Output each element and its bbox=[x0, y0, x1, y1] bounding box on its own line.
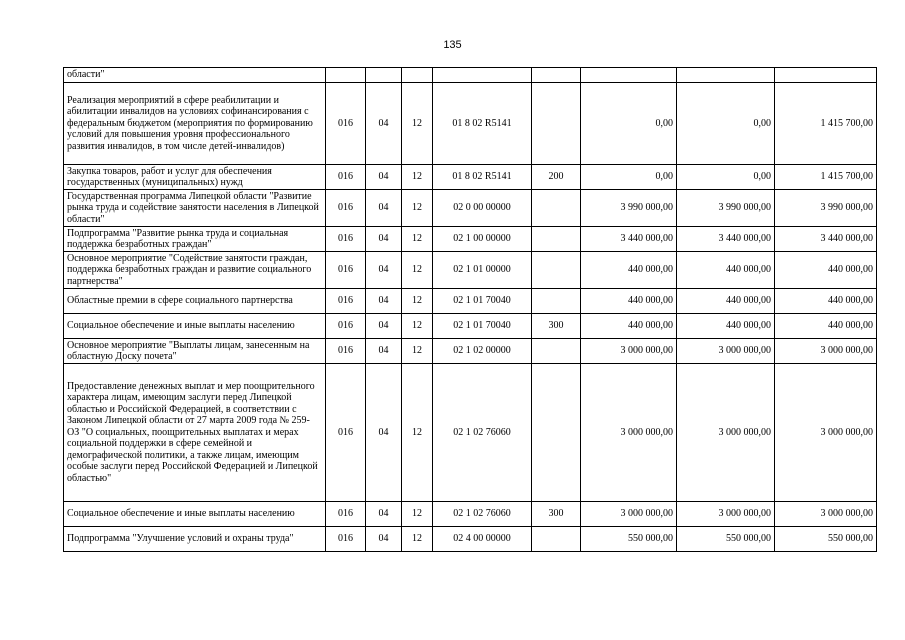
amount-cell-1: 440 000,00 bbox=[581, 314, 677, 339]
amount-cell-3: 1 415 700,00 bbox=[775, 83, 877, 165]
section-code-cell: 04 bbox=[366, 83, 402, 165]
amount-cell-1: 3 000 000,00 bbox=[581, 502, 677, 527]
amount-cell-1: 0,00 bbox=[581, 83, 677, 165]
amount-cell-1: 0,00 bbox=[581, 165, 677, 190]
target-article-cell: 02 1 02 76060 bbox=[433, 364, 532, 502]
admin-code-cell bbox=[326, 68, 366, 83]
table-row bbox=[64, 252, 877, 289]
row-name-cell: Подпрограмма "Развитие рынка труда и социальная поддержка безработных граждан" bbox=[64, 227, 326, 252]
amount-cell-3: 3 990 000,00 bbox=[775, 190, 877, 227]
section-code-cell: 04 bbox=[366, 364, 402, 502]
amount-cell-1 bbox=[581, 68, 677, 83]
amount-cell-3: 550 000,00 bbox=[775, 527, 877, 552]
row-name-cell: Закупка товаров, работ и услуг для обеспечения государственных (муниципальных) нужд bbox=[64, 165, 326, 190]
amount-cell-2 bbox=[677, 68, 775, 83]
amount-cell-1: 3 990 000,00 bbox=[581, 190, 677, 227]
table-row bbox=[64, 527, 877, 552]
expense-type-cell bbox=[532, 339, 581, 364]
amount-cell-1: 440 000,00 bbox=[581, 289, 677, 314]
amount-cell-1: 3 000 000,00 bbox=[581, 339, 677, 364]
target-article-cell: 02 1 01 70040 bbox=[433, 314, 532, 339]
amount-cell-2: 0,00 bbox=[677, 83, 775, 165]
target-article-cell: 02 1 02 00000 bbox=[433, 339, 532, 364]
expense-type-cell bbox=[532, 364, 581, 502]
subsection-code-cell: 12 bbox=[402, 252, 433, 289]
expense-type-cell bbox=[532, 190, 581, 227]
expense-type-cell bbox=[532, 68, 581, 83]
amount-cell-3: 440 000,00 bbox=[775, 252, 877, 289]
amount-cell-3: 3 000 000,00 bbox=[775, 502, 877, 527]
amount-cell-2: 3 440 000,00 bbox=[677, 227, 775, 252]
expense-type-cell bbox=[532, 83, 581, 165]
subsection-code-cell: 12 bbox=[402, 364, 433, 502]
row-name-cell: области" bbox=[64, 68, 326, 83]
section-code-cell: 04 bbox=[366, 190, 402, 227]
amount-cell-2: 0,00 bbox=[677, 165, 775, 190]
admin-code-cell: 016 bbox=[326, 527, 366, 552]
expense-type-cell bbox=[532, 289, 581, 314]
section-code-cell: 04 bbox=[366, 165, 402, 190]
subsection-code-cell: 12 bbox=[402, 165, 433, 190]
subsection-code-cell bbox=[402, 68, 433, 83]
table-row bbox=[64, 339, 877, 364]
table-row bbox=[64, 364, 877, 502]
amount-cell-2: 3 000 000,00 bbox=[677, 339, 775, 364]
budget-table bbox=[63, 67, 877, 552]
expense-type-cell: 300 bbox=[532, 502, 581, 527]
subsection-code-cell: 12 bbox=[402, 289, 433, 314]
target-article-cell: 02 1 01 00000 bbox=[433, 252, 532, 289]
row-name-cell: Предоставление денежных выплат и мер поощрительного характера лицам, имеющим заслуги перед Липецкой областью и Российской Федерацией, в соответствии с Законом Липецкой области от 27 марта 2009 года № 259-ОЗ "О социальных, поощрительных выплатах и мерах социальной поддержки в сфере семейной и демографической политики, а также лицам, имеющим особые заслуги перед Российской Федерацией и Липецкой областью" bbox=[64, 364, 326, 502]
table-row bbox=[64, 314, 877, 339]
row-name-cell: Подпрограмма "Улучшение условий и охраны труда" bbox=[64, 527, 326, 552]
subsection-code-cell: 12 bbox=[402, 190, 433, 227]
amount-cell-2: 440 000,00 bbox=[677, 314, 775, 339]
row-name-cell: Социальное обеспечение и иные выплаты населению bbox=[64, 502, 326, 527]
expense-type-cell bbox=[532, 252, 581, 289]
section-code-cell: 04 bbox=[366, 227, 402, 252]
amount-cell-1: 3 440 000,00 bbox=[581, 227, 677, 252]
expense-type-cell bbox=[532, 527, 581, 552]
amount-cell-3: 3 000 000,00 bbox=[775, 339, 877, 364]
target-article-cell: 01 8 02 R5141 bbox=[433, 83, 532, 165]
row-name-cell: Основное мероприятие "Выплаты лицам, занесенным на областную Доску почета" bbox=[64, 339, 326, 364]
table-row bbox=[64, 227, 877, 252]
amount-cell-3: 3 000 000,00 bbox=[775, 364, 877, 502]
subsection-code-cell: 12 bbox=[402, 339, 433, 364]
row-name-cell: Основное мероприятие "Содействие занятости граждан, поддержка безработных граждан и развитие социального партнерства" bbox=[64, 252, 326, 289]
admin-code-cell: 016 bbox=[326, 339, 366, 364]
amount-cell-2: 440 000,00 bbox=[677, 252, 775, 289]
target-article-cell: 02 1 00 00000 bbox=[433, 227, 532, 252]
subsection-code-cell: 12 bbox=[402, 314, 433, 339]
expense-type-cell: 200 bbox=[532, 165, 581, 190]
row-name-cell: Реализация мероприятий в сфере реабилитации и абилитации инвалидов на условиях софинансирования с федеральным бюджетом (мероприятия по формированию условий для повышения уровня профессионального развития инвалидов, в том числе детей-инвалидов) bbox=[64, 83, 326, 165]
admin-code-cell: 016 bbox=[326, 364, 366, 502]
amount-cell-3: 440 000,00 bbox=[775, 289, 877, 314]
section-code-cell: 04 bbox=[366, 339, 402, 364]
table-row bbox=[64, 502, 877, 527]
admin-code-cell: 016 bbox=[326, 165, 366, 190]
table-row bbox=[64, 165, 877, 190]
target-article-cell: 02 0 00 00000 bbox=[433, 190, 532, 227]
admin-code-cell: 016 bbox=[326, 314, 366, 339]
row-name-cell: Социальное обеспечение и иные выплаты населению bbox=[64, 314, 326, 339]
admin-code-cell: 016 bbox=[326, 252, 366, 289]
target-article-cell: 02 1 02 76060 bbox=[433, 502, 532, 527]
section-code-cell: 04 bbox=[366, 289, 402, 314]
amount-cell-3: 1 415 700,00 bbox=[775, 165, 877, 190]
table-row bbox=[64, 68, 877, 83]
subsection-code-cell: 12 bbox=[402, 227, 433, 252]
target-article-cell: 02 4 00 00000 bbox=[433, 527, 532, 552]
amount-cell-2: 550 000,00 bbox=[677, 527, 775, 552]
page-number: 135 bbox=[443, 39, 462, 51]
target-article-cell: 02 1 01 70040 bbox=[433, 289, 532, 314]
target-article-cell: 01 8 02 R5141 bbox=[433, 165, 532, 190]
amount-cell-1: 440 000,00 bbox=[581, 252, 677, 289]
admin-code-cell: 016 bbox=[326, 227, 366, 252]
section-code-cell: 04 bbox=[366, 502, 402, 527]
table-row bbox=[64, 289, 877, 314]
subsection-code-cell: 12 bbox=[402, 527, 433, 552]
amount-cell-2: 3 990 000,00 bbox=[677, 190, 775, 227]
subsection-code-cell: 12 bbox=[402, 83, 433, 165]
expense-type-cell bbox=[532, 227, 581, 252]
amount-cell-2: 3 000 000,00 bbox=[677, 364, 775, 502]
expense-type-cell: 300 bbox=[532, 314, 581, 339]
amount-cell-1: 3 000 000,00 bbox=[581, 364, 677, 502]
amount-cell-3 bbox=[775, 68, 877, 83]
section-code-cell bbox=[366, 68, 402, 83]
amount-cell-1: 550 000,00 bbox=[581, 527, 677, 552]
amount-cell-3: 440 000,00 bbox=[775, 314, 877, 339]
amount-cell-2: 3 000 000,00 bbox=[677, 502, 775, 527]
row-name-cell: Областные премии в сфере социального партнерства bbox=[64, 289, 326, 314]
admin-code-cell: 016 bbox=[326, 502, 366, 527]
section-code-cell: 04 bbox=[366, 314, 402, 339]
admin-code-cell: 016 bbox=[326, 190, 366, 227]
table-row bbox=[64, 83, 877, 165]
subsection-code-cell: 12 bbox=[402, 502, 433, 527]
admin-code-cell: 016 bbox=[326, 289, 366, 314]
target-article-cell bbox=[433, 68, 532, 83]
section-code-cell: 04 bbox=[366, 527, 402, 552]
table-row bbox=[64, 190, 877, 227]
amount-cell-2: 440 000,00 bbox=[677, 289, 775, 314]
row-name-cell: Государственная программа Липецкой области "Развитие рынка труда и содействие занятости населения в Липецкой области" bbox=[64, 190, 326, 227]
section-code-cell: 04 bbox=[366, 252, 402, 289]
admin-code-cell: 016 bbox=[326, 83, 366, 165]
amount-cell-3: 3 440 000,00 bbox=[775, 227, 877, 252]
